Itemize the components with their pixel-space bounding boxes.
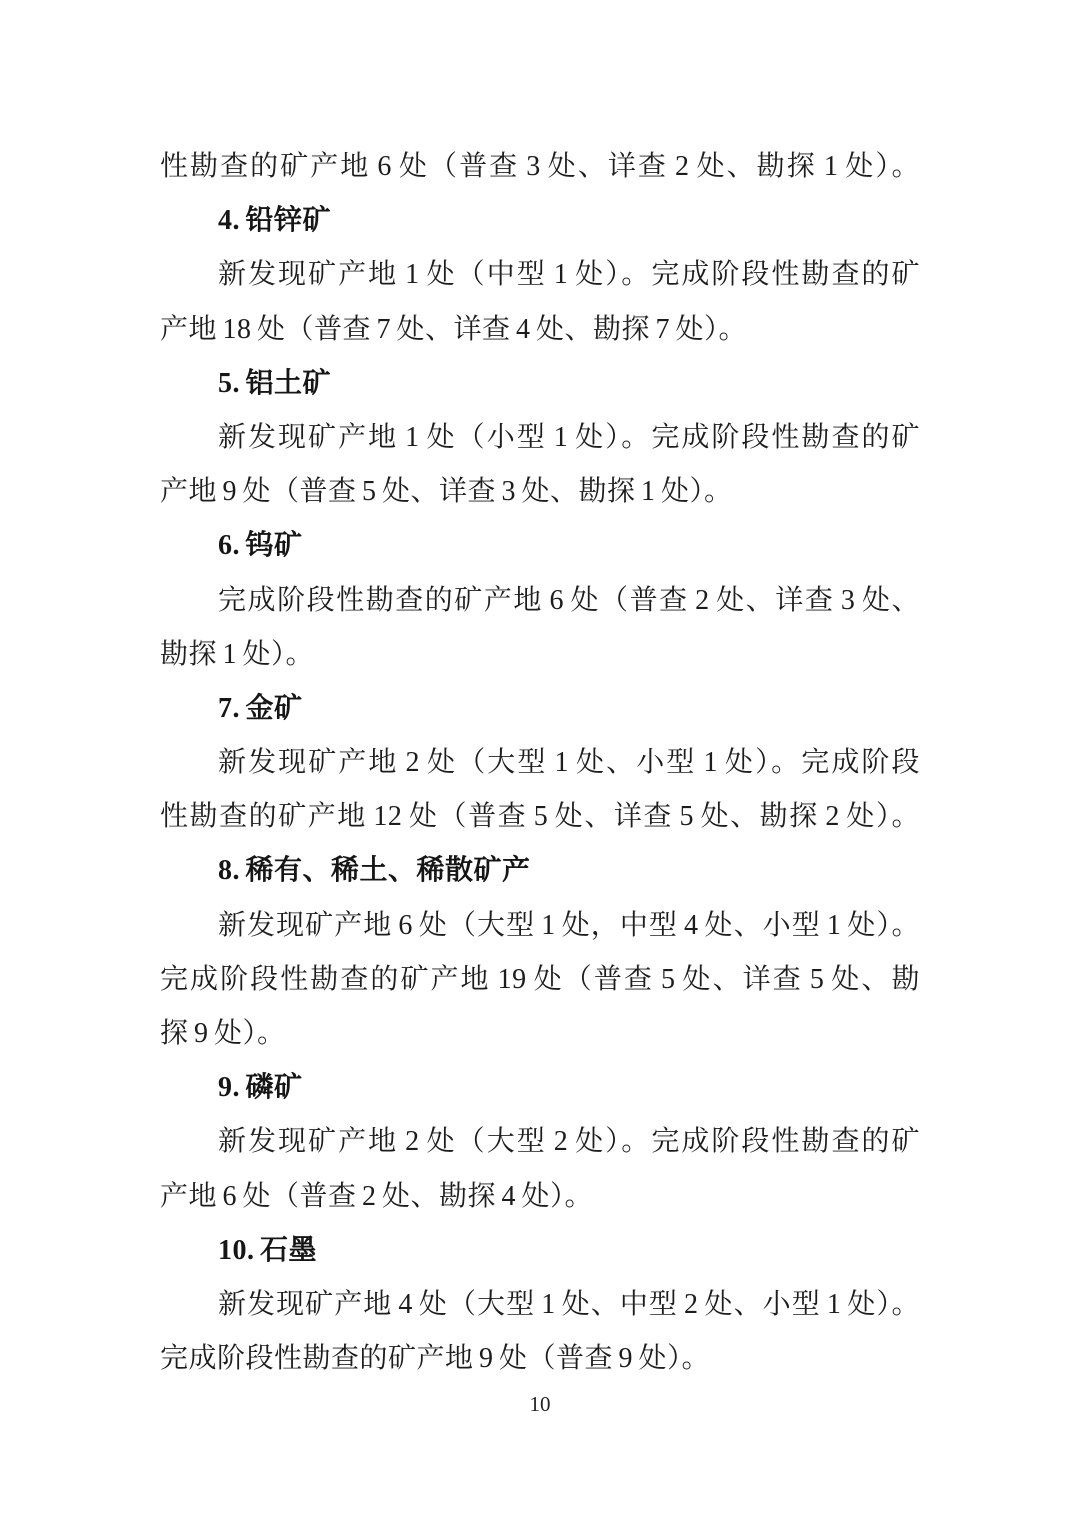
heading-tungsten-ore: 6. 钨矿 — [218, 530, 303, 562]
heading-gold-ore: 7. 金矿 — [218, 692, 303, 724]
page-number: 10 — [529, 1392, 551, 1416]
body-line: 产地 6 处（普查 2 处、勘探 4 处）。 — [160, 1180, 594, 1212]
body-line: 产地 18 处（普查 7 处、详查 4 处、勘探 7 处）。 — [160, 313, 748, 345]
heading-graphite: 10. 石墨 — [218, 1234, 318, 1266]
heading-bauxite: 5. 铝土矿 — [218, 367, 332, 399]
body-line: 新发现矿产地 6 处（大型 1 处，中型 4 处、小型 1 处）。 — [218, 909, 920, 941]
body-line: 新发现矿产地 2 处（大型 1 处、小型 1 处）。完成阶段 — [218, 747, 920, 779]
body-line: 新发现矿产地 2 处（大型 2 处）。完成阶段性勘查的矿 — [218, 1126, 920, 1158]
body-line: 新发现矿产地 1 处（小型 1 处）。完成阶段性勘查的矿 — [218, 421, 920, 453]
heading-rare-metals: 8. 稀有、稀土、稀散矿产 — [218, 855, 531, 887]
body-line: 完成阶段性勘查的矿产地 19 处（普查 5 处、详查 5 处、勘 — [160, 963, 920, 995]
body-line: 新发现矿产地 4 处（大型 1 处、中型 2 处、小型 1 处）。 — [218, 1288, 920, 1320]
body-line: 探 9 处）。 — [160, 1018, 286, 1049]
body-line: 勘探 1 处）。 — [160, 638, 315, 670]
heading-phosphate-ore: 9. 磷矿 — [218, 1072, 303, 1104]
document-text-block — [160, 140, 920, 1386]
body-line: 完成阶段性勘查的矿产地 9 处（普查 9 处）。 — [160, 1343, 711, 1375]
heading-lead-zinc-ore: 4. 铅锌矿 — [218, 205, 332, 237]
body-line: 新发现矿产地 1 处（中型 1 处）。完成阶段性勘查的矿 — [218, 259, 920, 291]
paragraph-continuation-line: 性勘查的矿产地 6 处（普查 3 处、详查 2 处、勘探 1 处）。 — [160, 151, 920, 182]
body-line: 完成阶段性勘查的矿产地 6 处（普查 2 处、详查 3 处、 — [218, 584, 920, 616]
body-line: 产地 9 处（普查 5 处、详查 3 处、勘探 1 处）。 — [160, 476, 733, 508]
body-line: 性勘查的矿产地 12 处（普查 5 处、详查 5 处、勘探 2 处）。 — [160, 801, 920, 833]
